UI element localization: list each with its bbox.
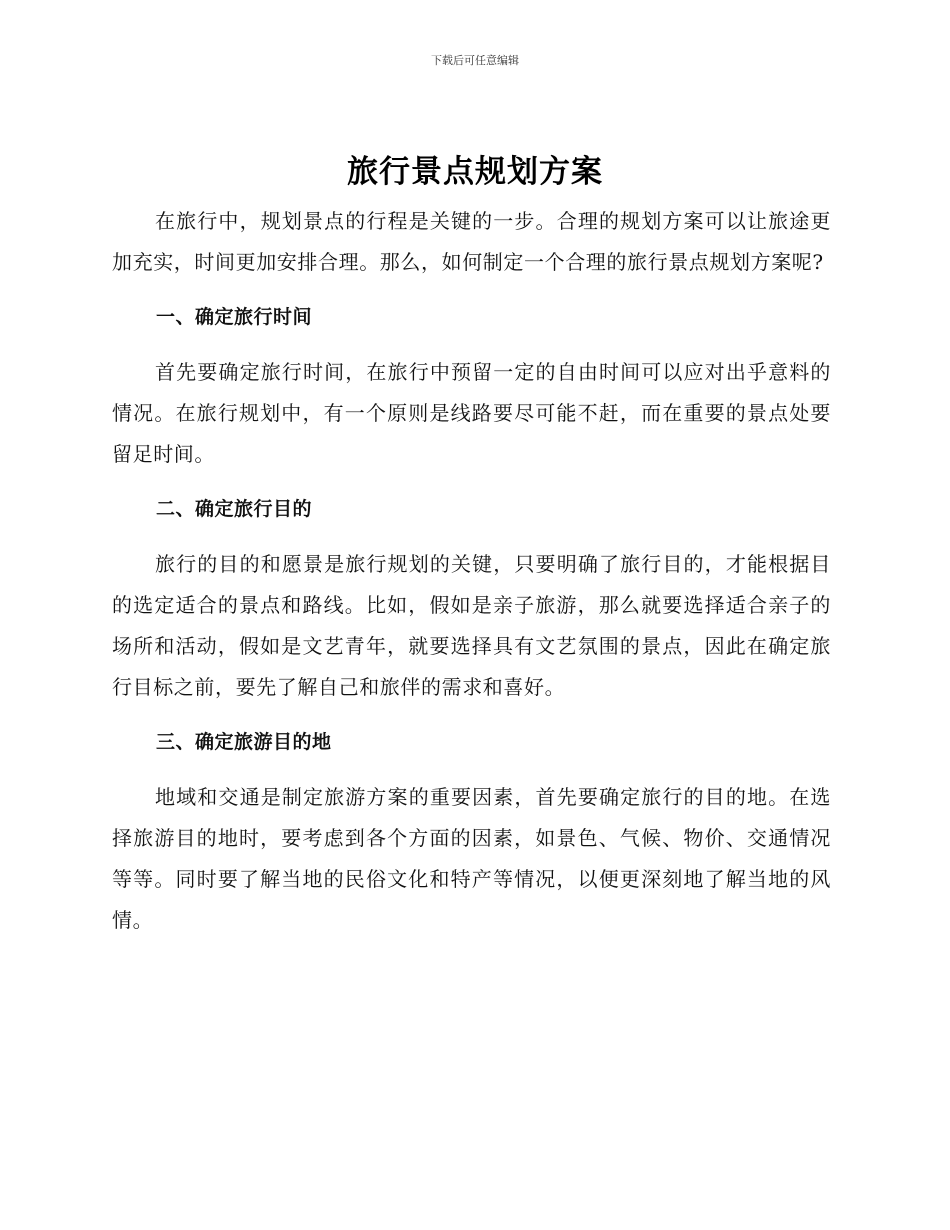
section-body-time: 首先要确定旅行时间，在旅行中预留一定的自由时间可以应对出乎意料的情况。在旅行规划中，有一个原则是线路要尽可能不赶，而在重要的景点处要留足时间。 [112,360,831,466]
header-note: 下载后可任意编辑 [431,54,519,67]
intro-paragraph: 在旅行中，规划景点的行程是关键的一步。合理的规划方案可以让旅途更加充实，时间更加安排合理。那么，如何制定一个合理的旅行景点规划方案呢? [112,209,831,274]
section-heading-destination: 三、确定旅游目的地 [156,731,332,753]
section-body-destination: 地域和交通是制定旅游方案的重要因素，首先要确定旅行的目的地。在选择旅游目的地时，要考虑到各个方面的因素，如景色、气候、物价、交通情况等等。同时要了解当地的民俗文化和特产等情况，以便更深刻地了解当地的风情。 [112,785,831,932]
section-heading-purpose: 二、确定旅行目的 [156,498,313,520]
document-title: 旅行景点规划方案 [347,154,603,190]
section-body-purpose: 旅行的目的和愿景是旅行规划的关键，只要明确了旅行目的，才能根据目的选定适合的景点和路线。比如，假如是亲子旅游，那么就要选择适合亲子的场所和活动，假如是文艺青年，就要选择具有文艺氛围的景点，因此在确定旅行目标之前，要先了解自己和旅伴的需求和喜好。 [112,552,831,699]
document-body [112,201,831,941]
section-heading-time: 一、确定旅行时间 [156,306,313,328]
